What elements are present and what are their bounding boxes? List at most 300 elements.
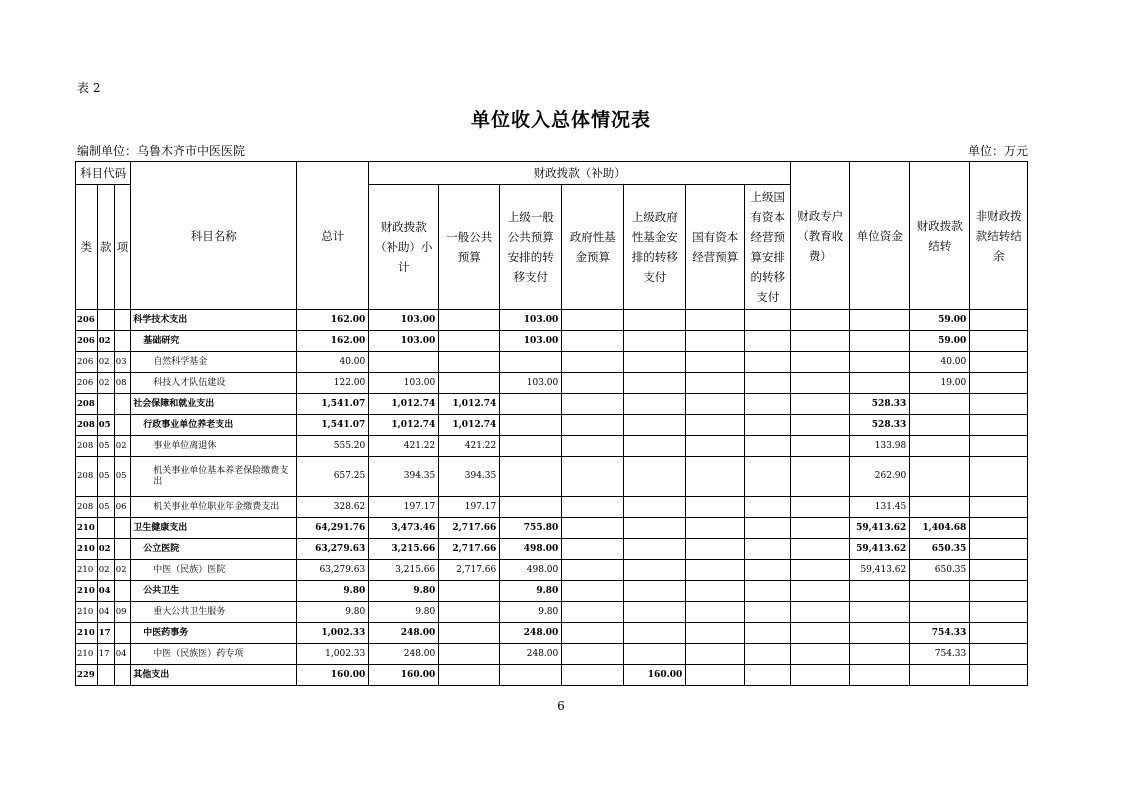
cell-upper-state-cap bbox=[745, 331, 791, 352]
cell-general: 1,012.74 bbox=[439, 394, 500, 415]
header-subject-code: 科目代码 bbox=[76, 162, 131, 185]
cell-xiang bbox=[114, 539, 131, 560]
cell-subtotal: 197.17 bbox=[369, 497, 439, 518]
cell-kuan: 04 bbox=[97, 602, 114, 623]
cell-upper-gov-fund bbox=[624, 539, 686, 560]
cell-unit-funds: 59,413.62 bbox=[850, 539, 910, 560]
cell-general bbox=[439, 665, 500, 686]
cell-fiscal-co bbox=[910, 394, 970, 415]
cell-unit-funds bbox=[850, 373, 910, 394]
cell-upper-state-cap bbox=[745, 518, 791, 539]
cell-special bbox=[791, 623, 850, 644]
header-subject-name: 科目名称 bbox=[131, 162, 297, 310]
cell-total: 9.80 bbox=[297, 602, 369, 623]
cell-subtotal: 1,012.74 bbox=[369, 394, 439, 415]
cell-total: 555.20 bbox=[297, 436, 369, 457]
cell-xiang bbox=[114, 623, 131, 644]
cell-unit-funds bbox=[850, 331, 910, 352]
cell-state-cap bbox=[686, 581, 745, 602]
cell-gov-fund bbox=[562, 436, 624, 457]
cell-subtotal: 103.00 bbox=[369, 331, 439, 352]
cell-state-cap bbox=[686, 394, 745, 415]
header-upper-general-transfer: 上级一般公共预算安排的转移支付 bbox=[500, 185, 562, 310]
cell-unit-funds: 59,413.62 bbox=[850, 560, 910, 581]
cell-upper-general: 498.00 bbox=[500, 539, 562, 560]
cell-special bbox=[791, 331, 850, 352]
cell-name: 行政事业单位养老支出 bbox=[131, 415, 297, 436]
header-upper-state-capital-transfer: 上级国有资本经营预算安排的转移支付 bbox=[745, 185, 791, 310]
cell-lei: 210 bbox=[76, 539, 98, 560]
cell-upper-general: 9.80 bbox=[500, 602, 562, 623]
cell-xiang: 02 bbox=[114, 436, 131, 457]
cell-lei: 208 bbox=[76, 457, 98, 497]
cell-xiang: 05 bbox=[114, 457, 131, 497]
cell-special bbox=[791, 457, 850, 497]
cell-kuan: 02 bbox=[97, 560, 114, 581]
cell-state-cap bbox=[686, 518, 745, 539]
cell-lei: 208 bbox=[76, 436, 98, 457]
table-row bbox=[76, 644, 1028, 665]
compiling-unit: 编制单位：乌鲁木齐市中医医院 bbox=[77, 144, 246, 158]
cell-name: 卫生健康支出 bbox=[131, 518, 297, 539]
cell-nonfiscal-co bbox=[970, 436, 1028, 457]
cell-subtotal: 3,473.46 bbox=[369, 518, 439, 539]
cell-name: 基础研究 bbox=[131, 331, 297, 352]
cell-unit-funds bbox=[850, 665, 910, 686]
table-row bbox=[76, 539, 1028, 560]
cell-gov-fund bbox=[562, 331, 624, 352]
cell-state-cap bbox=[686, 497, 745, 518]
cell-kuan: 02 bbox=[97, 352, 114, 373]
cell-upper-general bbox=[500, 497, 562, 518]
cell-kuan: 05 bbox=[97, 457, 114, 497]
cell-subtotal: 248.00 bbox=[369, 644, 439, 665]
cell-fiscal-co: 650.35 bbox=[910, 560, 970, 581]
cell-state-cap bbox=[686, 352, 745, 373]
cell-xiang bbox=[114, 415, 131, 436]
cell-name: 重大公共卫生服务 bbox=[131, 602, 297, 623]
cell-subtotal: 160.00 bbox=[369, 665, 439, 686]
header-state-capital: 国有资本经营预算 bbox=[686, 185, 745, 310]
table-row bbox=[76, 457, 1028, 497]
cell-gov-fund bbox=[562, 373, 624, 394]
cell-upper-general: 103.00 bbox=[500, 373, 562, 394]
cell-xiang bbox=[114, 331, 131, 352]
cell-upper-gov-fund bbox=[624, 581, 686, 602]
cell-name: 公共卫生 bbox=[131, 581, 297, 602]
table-row bbox=[76, 665, 1028, 686]
cell-general: 2,717.66 bbox=[439, 539, 500, 560]
cell-unit-funds: 133.98 bbox=[850, 436, 910, 457]
table-body bbox=[76, 310, 1028, 686]
cell-fiscal-co bbox=[910, 602, 970, 623]
header-total: 总计 bbox=[297, 162, 369, 310]
cell-upper-state-cap bbox=[745, 373, 791, 394]
cell-gov-fund bbox=[562, 394, 624, 415]
cell-upper-state-cap bbox=[745, 665, 791, 686]
cell-upper-general: 103.00 bbox=[500, 310, 562, 331]
cell-total: 162.00 bbox=[297, 310, 369, 331]
cell-subtotal: 421.22 bbox=[369, 436, 439, 457]
currency-unit: 单位：万元 bbox=[967, 144, 1028, 158]
cell-unit-funds: 59,413.62 bbox=[850, 518, 910, 539]
cell-total: 40.00 bbox=[297, 352, 369, 373]
cell-kuan bbox=[97, 394, 114, 415]
cell-nonfiscal-co bbox=[970, 331, 1028, 352]
cell-xiang: 09 bbox=[114, 602, 131, 623]
cell-upper-general bbox=[500, 415, 562, 436]
cell-upper-general bbox=[500, 665, 562, 686]
cell-unit-funds bbox=[850, 352, 910, 373]
cell-special bbox=[791, 560, 850, 581]
cell-fiscal-co: 59.00 bbox=[910, 310, 970, 331]
page-title: 单位收入总体情况表 bbox=[470, 109, 651, 131]
cell-kuan bbox=[97, 310, 114, 331]
cell-subtotal: 103.00 bbox=[369, 310, 439, 331]
cell-upper-gov-fund bbox=[624, 497, 686, 518]
cell-gov-fund bbox=[562, 497, 624, 518]
cell-special bbox=[791, 436, 850, 457]
cell-xiang bbox=[114, 518, 131, 539]
cell-lei: 210 bbox=[76, 581, 98, 602]
cell-lei: 206 bbox=[76, 331, 98, 352]
cell-gov-fund bbox=[562, 623, 624, 644]
cell-nonfiscal-co bbox=[970, 415, 1028, 436]
cell-gov-fund bbox=[562, 560, 624, 581]
cell-special bbox=[791, 518, 850, 539]
cell-name: 中医（民族）医院 bbox=[131, 560, 297, 581]
cell-fiscal-co: 40.00 bbox=[910, 352, 970, 373]
cell-unit-funds bbox=[850, 644, 910, 665]
cell-upper-state-cap bbox=[745, 310, 791, 331]
cell-fiscal-co bbox=[910, 436, 970, 457]
cell-gov-fund bbox=[562, 665, 624, 686]
cell-gov-fund bbox=[562, 602, 624, 623]
header-gov-fund: 政府性基金预算 bbox=[562, 185, 624, 310]
cell-unit-funds: 131.45 bbox=[850, 497, 910, 518]
cell-upper-state-cap bbox=[745, 560, 791, 581]
table-row bbox=[76, 602, 1028, 623]
cell-upper-general bbox=[500, 457, 562, 497]
cell-upper-general: 498.00 bbox=[500, 560, 562, 581]
cell-state-cap bbox=[686, 665, 745, 686]
page-number: 6 bbox=[557, 699, 565, 713]
cell-general: 394.35 bbox=[439, 457, 500, 497]
cell-upper-state-cap bbox=[745, 457, 791, 497]
cell-upper-gov-fund bbox=[624, 331, 686, 352]
cell-kuan: 05 bbox=[97, 436, 114, 457]
cell-gov-fund bbox=[562, 644, 624, 665]
cell-state-cap bbox=[686, 331, 745, 352]
table-row bbox=[76, 518, 1028, 539]
cell-special bbox=[791, 497, 850, 518]
cell-general bbox=[439, 602, 500, 623]
cell-kuan: 05 bbox=[97, 497, 114, 518]
cell-lei: 208 bbox=[76, 497, 98, 518]
cell-kuan: 05 bbox=[97, 415, 114, 436]
cell-general bbox=[439, 373, 500, 394]
cell-general bbox=[439, 644, 500, 665]
cell-fiscal-co bbox=[910, 665, 970, 686]
cell-lei: 206 bbox=[76, 310, 98, 331]
cell-kuan: 17 bbox=[97, 644, 114, 665]
cell-xiang: 04 bbox=[114, 644, 131, 665]
cell-unit-funds bbox=[850, 581, 910, 602]
cell-nonfiscal-co bbox=[970, 560, 1028, 581]
cell-total: 9.80 bbox=[297, 581, 369, 602]
header-unit-funds: 单位资金 bbox=[850, 162, 910, 310]
cell-name: 社会保障和就业支出 bbox=[131, 394, 297, 415]
cell-unit-funds: 528.33 bbox=[850, 415, 910, 436]
cell-nonfiscal-co bbox=[970, 581, 1028, 602]
cell-special bbox=[791, 415, 850, 436]
cell-nonfiscal-co bbox=[970, 497, 1028, 518]
cell-kuan bbox=[97, 665, 114, 686]
table-row bbox=[76, 497, 1028, 518]
cell-upper-gov-fund bbox=[624, 415, 686, 436]
cell-total: 657.25 bbox=[297, 457, 369, 497]
cell-name: 事业单位离退休 bbox=[131, 436, 297, 457]
cell-upper-general: 248.00 bbox=[500, 644, 562, 665]
cell-total: 122.00 bbox=[297, 373, 369, 394]
cell-subtotal: 1,012.74 bbox=[369, 415, 439, 436]
cell-special bbox=[791, 581, 850, 602]
table-row bbox=[76, 352, 1028, 373]
cell-upper-gov-fund bbox=[624, 644, 686, 665]
cell-upper-gov-fund bbox=[624, 602, 686, 623]
cell-general: 2,717.66 bbox=[439, 518, 500, 539]
cell-upper-state-cap bbox=[745, 436, 791, 457]
cell-name: 科学技术支出 bbox=[131, 310, 297, 331]
cell-total: 1,002.33 bbox=[297, 623, 369, 644]
cell-fiscal-co bbox=[910, 457, 970, 497]
table-row bbox=[76, 415, 1028, 436]
cell-lei: 210 bbox=[76, 623, 98, 644]
cell-unit-funds: 262.90 bbox=[850, 457, 910, 497]
table-number: 表 2 bbox=[77, 81, 101, 95]
cell-lei: 210 bbox=[76, 602, 98, 623]
table-row bbox=[76, 436, 1028, 457]
cell-kuan: 17 bbox=[97, 623, 114, 644]
cell-subtotal: 3,215.66 bbox=[369, 539, 439, 560]
cell-general bbox=[439, 581, 500, 602]
cell-upper-state-cap bbox=[745, 394, 791, 415]
cell-total: 1,002.33 bbox=[297, 644, 369, 665]
cell-total: 162.00 bbox=[297, 331, 369, 352]
header-general-public: 一般公共预算 bbox=[439, 185, 500, 310]
cell-state-cap bbox=[686, 623, 745, 644]
cell-kuan bbox=[97, 518, 114, 539]
cell-fiscal-co: 59.00 bbox=[910, 331, 970, 352]
cell-lei: 206 bbox=[76, 373, 98, 394]
cell-upper-state-cap bbox=[745, 581, 791, 602]
cell-gov-fund bbox=[562, 539, 624, 560]
cell-upper-general bbox=[500, 352, 562, 373]
cell-subtotal: 103.00 bbox=[369, 373, 439, 394]
header-nonfiscal-carryover: 非财政拨款结转结余 bbox=[970, 162, 1028, 310]
cell-special bbox=[791, 665, 850, 686]
cell-subtotal: 9.80 bbox=[369, 581, 439, 602]
header-fiscal-subtotal: 财政拨款（补助）小计 bbox=[369, 185, 439, 310]
cell-upper-general: 103.00 bbox=[500, 331, 562, 352]
cell-xiang: 02 bbox=[114, 560, 131, 581]
cell-gov-fund bbox=[562, 415, 624, 436]
cell-state-cap bbox=[686, 602, 745, 623]
cell-subtotal: 3,215.66 bbox=[369, 560, 439, 581]
cell-name: 机关事业单位基本养老保险缴费支出 bbox=[131, 457, 297, 497]
cell-nonfiscal-co bbox=[970, 457, 1028, 497]
cell-upper-state-cap bbox=[745, 352, 791, 373]
cell-state-cap bbox=[686, 560, 745, 581]
cell-gov-fund bbox=[562, 581, 624, 602]
cell-nonfiscal-co bbox=[970, 352, 1028, 373]
cell-upper-gov-fund bbox=[624, 352, 686, 373]
header-upper-gov-fund-transfer: 上级政府性基金安排的转移支付 bbox=[624, 185, 686, 310]
cell-upper-state-cap bbox=[745, 644, 791, 665]
cell-xiang bbox=[114, 394, 131, 415]
header-fiscal-group: 财政拨款（补助） bbox=[369, 162, 791, 185]
cell-upper-gov-fund bbox=[624, 373, 686, 394]
cell-upper-state-cap bbox=[745, 415, 791, 436]
cell-fiscal-co bbox=[910, 497, 970, 518]
cell-subtotal: 394.35 bbox=[369, 457, 439, 497]
cell-total: 328.62 bbox=[297, 497, 369, 518]
cell-total: 63,279.63 bbox=[297, 560, 369, 581]
cell-nonfiscal-co bbox=[970, 518, 1028, 539]
cell-upper-gov-fund: 160.00 bbox=[624, 665, 686, 686]
cell-upper-state-cap bbox=[745, 539, 791, 560]
cell-fiscal-co: 19.00 bbox=[910, 373, 970, 394]
cell-unit-funds bbox=[850, 623, 910, 644]
cell-upper-general: 755.80 bbox=[500, 518, 562, 539]
cell-unit-funds: 528.33 bbox=[850, 394, 910, 415]
cell-gov-fund bbox=[562, 352, 624, 373]
cell-lei: 208 bbox=[76, 394, 98, 415]
cell-fiscal-co: 1,404.68 bbox=[910, 518, 970, 539]
cell-lei: 208 bbox=[76, 415, 98, 436]
cell-kuan: 04 bbox=[97, 581, 114, 602]
cell-upper-gov-fund bbox=[624, 436, 686, 457]
cell-unit-funds bbox=[850, 310, 910, 331]
cell-special bbox=[791, 394, 850, 415]
cell-unit-funds bbox=[850, 602, 910, 623]
cell-general: 1,012.74 bbox=[439, 415, 500, 436]
cell-state-cap bbox=[686, 644, 745, 665]
cell-name: 中医（民族医）药专项 bbox=[131, 644, 297, 665]
cell-upper-state-cap bbox=[745, 602, 791, 623]
cell-upper-general: 248.00 bbox=[500, 623, 562, 644]
cell-special bbox=[791, 644, 850, 665]
cell-special bbox=[791, 539, 850, 560]
cell-upper-gov-fund bbox=[624, 518, 686, 539]
cell-subtotal: 9.80 bbox=[369, 602, 439, 623]
header-fiscal-special: 财政专户（教育收费） bbox=[791, 162, 850, 310]
income-table bbox=[75, 161, 1028, 686]
cell-state-cap bbox=[686, 457, 745, 497]
cell-lei: 210 bbox=[76, 560, 98, 581]
cell-name: 自然科学基金 bbox=[131, 352, 297, 373]
cell-special bbox=[791, 602, 850, 623]
cell-total: 64,291.76 bbox=[297, 518, 369, 539]
table-row bbox=[76, 394, 1028, 415]
cell-upper-gov-fund bbox=[624, 457, 686, 497]
cell-subtotal bbox=[369, 352, 439, 373]
cell-xiang: 03 bbox=[114, 352, 131, 373]
cell-nonfiscal-co bbox=[970, 623, 1028, 644]
cell-upper-gov-fund bbox=[624, 560, 686, 581]
cell-xiang bbox=[114, 581, 131, 602]
table-row bbox=[76, 623, 1028, 644]
cell-kuan: 02 bbox=[97, 331, 114, 352]
cell-upper-state-cap bbox=[745, 623, 791, 644]
cell-general: 2,717.66 bbox=[439, 560, 500, 581]
header-fiscal-carryover: 财政拨款结转 bbox=[910, 162, 970, 310]
cell-fiscal-co bbox=[910, 581, 970, 602]
table-row bbox=[76, 310, 1028, 331]
cell-lei: 210 bbox=[76, 644, 98, 665]
cell-upper-general: 9.80 bbox=[500, 581, 562, 602]
cell-xiang bbox=[114, 310, 131, 331]
cell-gov-fund bbox=[562, 457, 624, 497]
cell-lei: 206 bbox=[76, 352, 98, 373]
cell-upper-general bbox=[500, 394, 562, 415]
cell-fiscal-co: 650.35 bbox=[910, 539, 970, 560]
cell-xiang: 06 bbox=[114, 497, 131, 518]
header-kuan: 款 bbox=[97, 185, 114, 310]
cell-gov-fund bbox=[562, 518, 624, 539]
cell-xiang bbox=[114, 665, 131, 686]
table-row bbox=[76, 373, 1028, 394]
table-row bbox=[76, 581, 1028, 602]
table-row bbox=[76, 331, 1028, 352]
cell-state-cap bbox=[686, 436, 745, 457]
header-xiang: 项 bbox=[114, 185, 131, 310]
cell-upper-general bbox=[500, 436, 562, 457]
cell-name: 科技人才队伍建设 bbox=[131, 373, 297, 394]
cell-total: 1,541.07 bbox=[297, 394, 369, 415]
cell-special bbox=[791, 373, 850, 394]
cell-upper-gov-fund bbox=[624, 623, 686, 644]
cell-fiscal-co: 754.33 bbox=[910, 623, 970, 644]
cell-name: 其他支出 bbox=[131, 665, 297, 686]
cell-state-cap bbox=[686, 373, 745, 394]
cell-general bbox=[439, 352, 500, 373]
cell-gov-fund bbox=[562, 310, 624, 331]
cell-special bbox=[791, 352, 850, 373]
cell-upper-gov-fund bbox=[624, 394, 686, 415]
cell-general bbox=[439, 310, 500, 331]
cell-nonfiscal-co bbox=[970, 665, 1028, 686]
header-lei: 类 bbox=[76, 185, 98, 310]
cell-general bbox=[439, 331, 500, 352]
cell-total: 160.00 bbox=[297, 665, 369, 686]
cell-lei: 229 bbox=[76, 665, 98, 686]
cell-state-cap bbox=[686, 539, 745, 560]
cell-name: 中医药事务 bbox=[131, 623, 297, 644]
cell-name: 公立医院 bbox=[131, 539, 297, 560]
cell-lei: 210 bbox=[76, 518, 98, 539]
cell-nonfiscal-co bbox=[970, 373, 1028, 394]
cell-state-cap bbox=[686, 310, 745, 331]
cell-fiscal-co: 754.33 bbox=[910, 644, 970, 665]
table-row bbox=[76, 560, 1028, 581]
cell-upper-gov-fund bbox=[624, 310, 686, 331]
cell-general bbox=[439, 623, 500, 644]
cell-upper-state-cap bbox=[745, 497, 791, 518]
cell-general: 197.17 bbox=[439, 497, 500, 518]
cell-kuan: 02 bbox=[97, 539, 114, 560]
cell-xiang: 08 bbox=[114, 373, 131, 394]
